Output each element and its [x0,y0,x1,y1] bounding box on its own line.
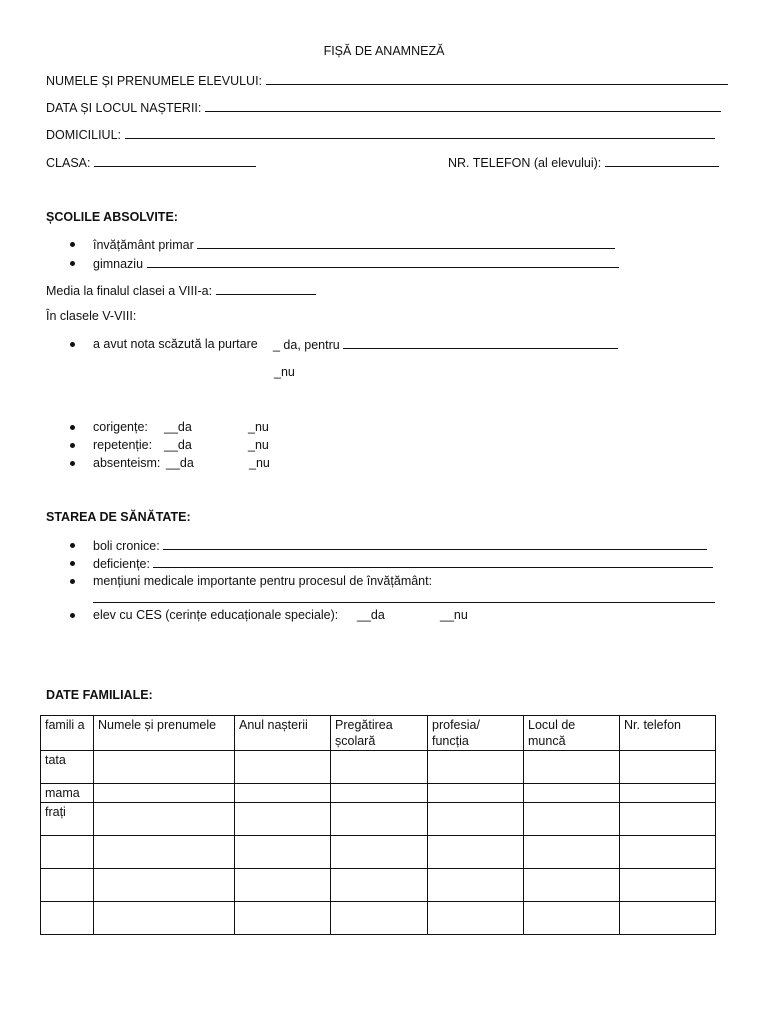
home-line[interactable] [125,127,715,139]
deficiencies-label: deficiențe: [93,557,150,571]
table-cell[interactable] [331,751,428,784]
table-cell[interactable] [428,902,524,935]
bullet-icon [70,579,75,584]
birth-label: DATA ȘI LOCUL NAȘTERII: [46,101,202,115]
table-cell[interactable] [331,836,428,869]
table-cell[interactable] [620,836,716,869]
table-row [41,751,716,784]
repetentie-label: repetenție: [93,438,153,452]
table-cell[interactable] [331,869,428,902]
gymnasium-label: gimnaziu [93,257,144,271]
repetentie-no-option[interactable]: _nu [248,438,269,452]
chronic-line[interactable] [163,538,707,550]
table-cell[interactable] [620,784,716,803]
table-cell[interactable] [620,902,716,935]
deficiencies-field[interactable] [93,556,713,571]
class-line[interactable] [94,155,256,167]
gymnasium-line[interactable] [147,256,619,268]
student-name-label: NUMELE ȘI PRENUMELE ELEVULUI: [46,74,263,88]
table-cell[interactable] [94,784,235,803]
home-label: DOMICILIUL: [46,128,122,142]
table-cell[interactable] [235,751,331,784]
table-cell[interactable] [620,751,716,784]
table-cell[interactable] [94,751,235,784]
corigente-no-option[interactable]: _nu [248,420,269,434]
corigente-yes-option[interactable]: __da [164,420,192,434]
table-cell[interactable] [428,869,524,902]
column-header: Anul nașterii [235,716,331,751]
row-label: tata [41,751,94,784]
row-label [41,836,94,869]
phone-label: NR. TELEFON (al elevului): [448,156,602,170]
family-heading: DATE FAMILIALE: [46,688,153,702]
chronic-label: boli cronice: [93,539,160,553]
chronic-field[interactable] [93,538,707,553]
birth-field[interactable] [46,100,721,115]
table-row [41,784,716,803]
column-header: profesia/ funcția [428,716,524,751]
class-field[interactable] [46,155,256,170]
schools-heading: ȘCOLILE ABSOLVITE: [46,210,178,224]
bullet-icon [70,543,75,548]
student-name-line[interactable] [266,73,728,85]
absenteism-no-option[interactable]: _nu [249,456,270,470]
conduct-no-option[interactable]: _nu [274,365,295,379]
corigente-label: corigențe: [93,420,148,434]
table-cell[interactable] [235,836,331,869]
repetentie-yes-option[interactable]: __da [164,438,192,452]
table-cell[interactable] [331,902,428,935]
conduct-yes-option[interactable]: _ da, pentru [273,338,340,352]
table-cell[interactable] [524,751,620,784]
page-title: FIȘĂ DE ANAMNEZĂ [323,44,445,58]
family-table [40,715,716,935]
average-label: Media la finalul clasei a VIII-a: [46,284,213,298]
table-cell[interactable] [428,751,524,784]
table-cell[interactable] [94,836,235,869]
table-cell[interactable] [331,784,428,803]
primary-school-line[interactable] [197,237,615,249]
primary-school-label: învățământ primar [93,238,194,252]
column-header: Locul de muncă [524,716,620,751]
table-cell[interactable] [235,902,331,935]
conduct-reason-line[interactable] [343,337,618,349]
phone-field[interactable] [448,155,719,170]
bullet-icon [70,561,75,566]
table-cell[interactable] [428,784,524,803]
table-row [41,803,716,836]
column-header: famili a [41,716,94,751]
table-cell[interactable] [235,869,331,902]
table-cell[interactable] [524,803,620,836]
ces-label: elev cu CES (cerințe educaționale speciale): [93,608,339,622]
table-cell[interactable] [94,869,235,902]
ces-yes-option[interactable]: __da [357,608,385,622]
home-field[interactable] [46,127,715,142]
row-label [41,902,94,935]
column-header: Numele și prenumele [94,716,235,751]
primary-school-field[interactable] [93,237,615,252]
table-row [41,902,716,935]
bullet-icon [70,342,75,347]
birth-line[interactable] [205,100,721,112]
table-row [41,869,716,902]
bullet-icon [70,261,75,266]
table-cell[interactable] [94,803,235,836]
class-label: CLASA: [46,156,91,170]
average-field[interactable] [46,283,316,298]
table-row [41,836,716,869]
table-cell[interactable] [620,869,716,902]
bullet-icon [70,613,75,618]
phone-line[interactable] [605,155,719,167]
average-line[interactable] [216,283,316,295]
conduct-label: a avut nota scăzută la purtare [93,337,258,351]
table-cell[interactable] [428,836,524,869]
conduct-yes-field[interactable] [273,337,618,352]
table-cell[interactable] [331,803,428,836]
student-name-field[interactable] [46,73,728,88]
health-heading: STAREA DE SĂNĂTATE: [46,510,191,524]
table-cell[interactable] [94,902,235,935]
table-cell[interactable] [524,902,620,935]
bullet-icon [70,443,75,448]
ces-no-option[interactable]: __nu [440,608,468,622]
bullet-icon [70,242,75,247]
row-label: mama [41,784,94,803]
table-cell[interactable] [620,803,716,836]
column-header: Nr. telefon [620,716,716,751]
table-cell[interactable] [235,803,331,836]
bullet-icon [70,425,75,430]
table-cell[interactable] [524,784,620,803]
table-cell[interactable] [428,803,524,836]
absenteism-label: absenteism: [93,456,161,470]
table-header-row [41,716,716,751]
table-cell[interactable] [524,869,620,902]
column-header: Pregătirea școlară [331,716,428,751]
row-label: frați [41,803,94,836]
table-cell[interactable] [235,784,331,803]
medical-line[interactable] [93,590,715,603]
row-label [41,869,94,902]
table-cell[interactable] [524,836,620,869]
classes-label: În clasele V-VIII: [46,309,137,323]
absenteism-yes-option[interactable]: __da [166,456,194,470]
medical-label: mențiuni medicale importante pentru procesul de învățământ: [93,574,433,588]
bullet-icon [70,461,75,466]
deficiencies-line[interactable] [153,556,713,568]
gymnasium-field[interactable] [93,256,619,271]
